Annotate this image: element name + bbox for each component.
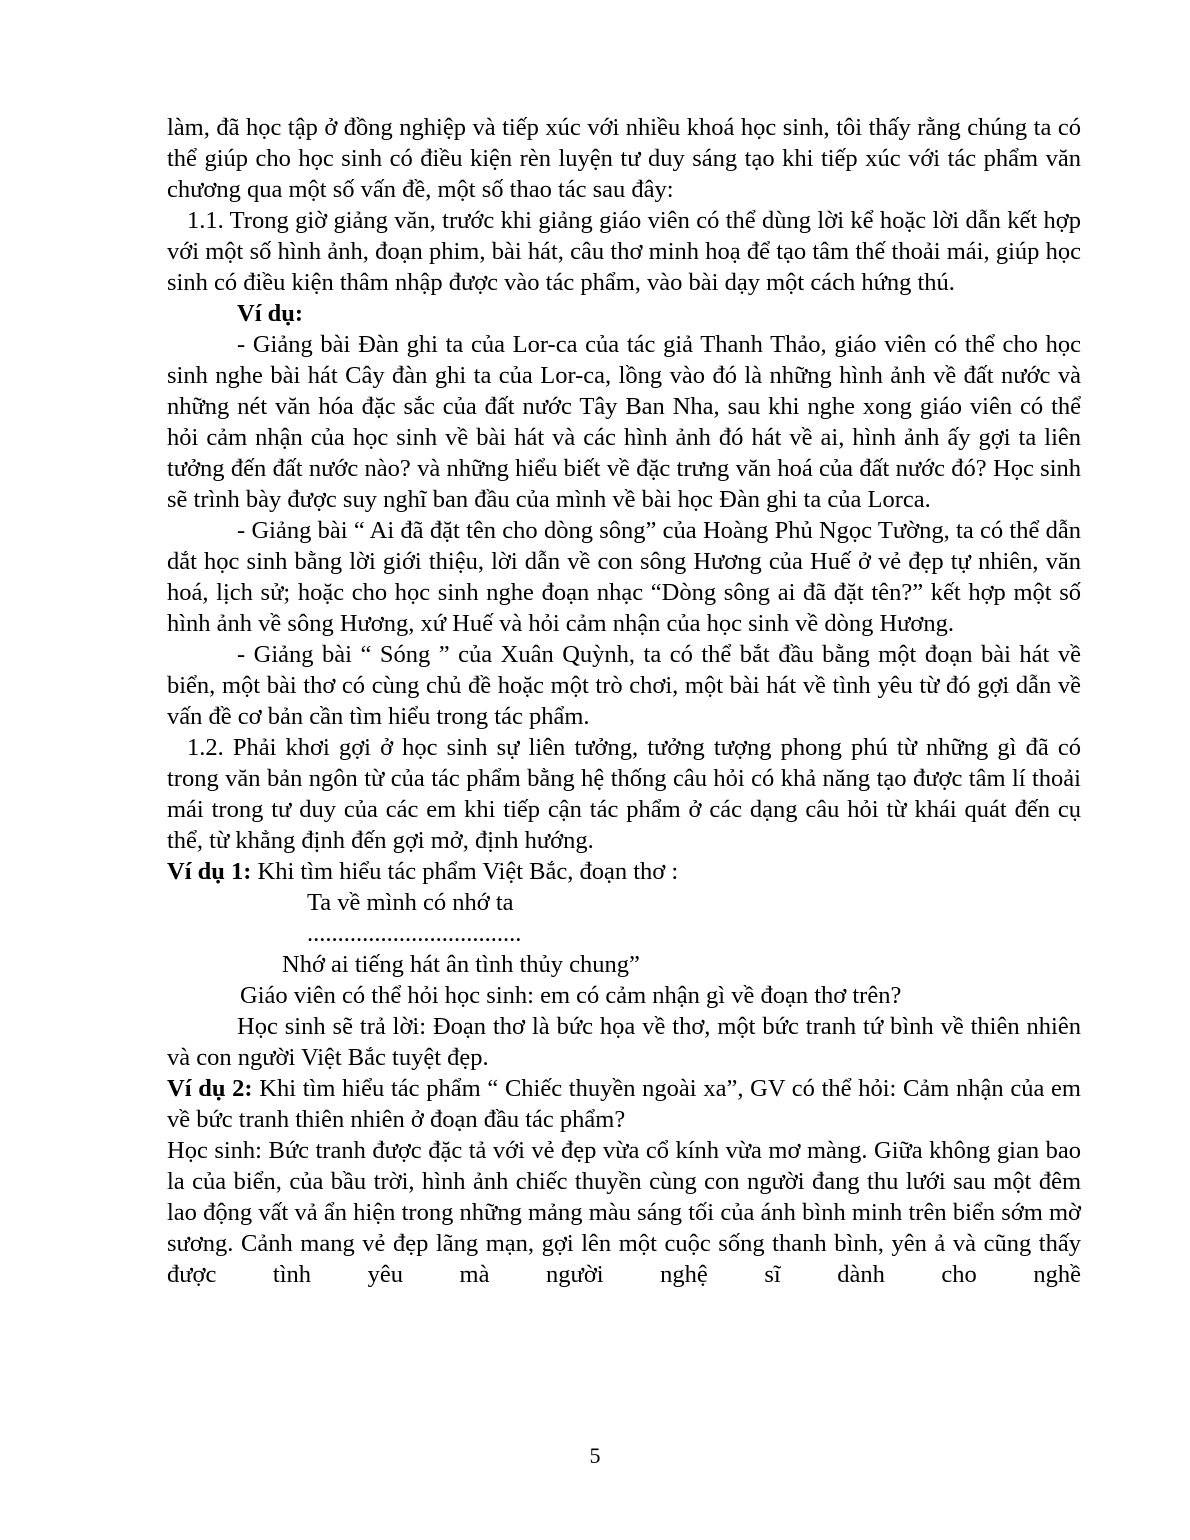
intro-paragraph: làm, đã học tập ở đồng nghiệp và tiếp xúc với nhiều khoá học sinh, tôi thấy rằng chúng ta có thể giúp cho học sinh có điều kiện rèn luyện tư duy sáng tạo khi tiếp xúc với tác phẩm văn chương qua một số vấn đề, một số thao tác sau đây: [167,114,1081,203]
verse-line-1: Ta về mình có nhớ ta [307,889,514,916]
student-answer-1: Học sinh sẽ trả lời: Đoạn thơ là bức họa về thơ, một bức tranh tứ bình về thiên nhiên và con người Việt Bắc tuyệt đẹp. [167,1013,1081,1071]
document-body [167,112,1081,1290]
example-1-text: Khi tìm hiểu tác phẩm Việt Bắc, đoạn thơ : [251,858,679,885]
verse-line-2: ................................... [307,920,522,947]
verse-line-3: Nhớ ai tiếng hát ân tình thủy chung” [282,951,640,978]
example-river: - Giảng bài “ Ai đã đặt tên cho dòng sông” của Hoàng Phủ Ngọc Tường, ta có thể dẫn dắt học sinh bằng lời giới thiệu, lời dẫn về con sông Hương của Huế ở vẻ đẹp tự nhiên, văn hoá, lịch sử; hoặc cho học sinh nghe đoạn nhạc “Dòng sông ai đã đặt tên?” kết hợp một số hình ảnh về sông Hương, xứ Huế và hỏi cảm nhận của học sinh về dòng Hương. [167,517,1081,637]
example-2-text: Khi tìm hiểu tác phẩm “ Chiếc thuyền ngoài xa”, GV có thể hỏi: Cảm nhận của em về bức tranh thiên nhiên ở đoạn đầu tác phẩm? [167,1075,1081,1133]
example-lorca: - Giảng bài Đàn ghi ta của Lor-ca của tác giả Thanh Thảo, giáo viên có thể cho học sinh nghe bài hát Cây đàn ghi ta của Lor-ca, lồng vào đó là những hình ảnh về đất nước và những nét văn hóa đặc sắc của đất nước Tây Ban Nha, sau khi nghe xong giáo viên có thể hỏi cảm nhận của học sinh về bài hát và các hình ảnh đó hát về ai, hình ảnh ấy gợi ta liên tưởng đến đất nước nào? và những hiểu biết về đặc trưng văn hoá của đất nước đó? Học sinh sẽ trình bày được suy nghĩ ban đầu của mình về bài học Đàn ghi ta của Lorca. [167,331,1081,513]
example-2-label: Ví dụ 2: [167,1075,253,1102]
teacher-question-1: Giáo viên có thể hỏi học sinh: em có cảm nhận gì về đoạn thơ trên? [240,982,902,1009]
example-heading: Ví dụ: [237,300,304,327]
section-1-1: 1.1. Trong giờ giảng văn, trước khi giảng giáo viên có thể dùng lời kể hoặc lời dẫn kết hợp với một số hình ảnh, đoạn phim, bài hát, câu thơ minh hoạ để tạo tâm thế thoải mái, giúp học sinh có điều kiện thâm nhập được vào tác phẩm, vào bài dạy một cách hứng thú. [167,207,1081,296]
example-1-line [167,856,1081,887]
example-2-paragraph [167,1073,1081,1135]
page-number: 5 [589,1443,601,1468]
example-song: - Giảng bài “ Sóng ” của Xuân Quỳnh, ta có thể bắt đầu bằng một đoạn bài hát về biển, một bài thơ có cùng chủ đề hoặc một trò chơi, một bài hát về tình yêu từ đó gợi dẫn về vấn đề cơ bản cần tìm hiểu trong tác phẩm. [167,641,1081,730]
example-1-label: Ví dụ 1: [167,858,252,885]
section-1-2: 1.2. Phải khơi gợi ở học sinh sự liên tưởng, tưởng tượng phong phú từ những gì đã có trong văn bản ngôn từ của tác phẩm bằng hệ thống câu hỏi có khả năng tạo được tâm lí thoải mái trong tư duy của các em khi tiếp cận tác phẩm ở các dạng câu hỏi từ khái quát đến cụ thể, từ khẳng định đến gợi mở, định hướng. [167,734,1081,854]
student-answer-2: Học sinh: Bức tranh được đặc tả với vẻ đẹp vừa cổ kính vừa mơ màng. Giữa không gian bao la của biển, của bầu trời, hình ảnh chiếc thuyền cùng con người đang thu lưới sau một đêm lao động vất vả ẩn hiện trong những mảng màu sáng tối của ánh bình minh trên biển sớm mờ sương. Cảnh mang vẻ đẹp lãng mạn, gợi lên một cuộc sống thanh bình, yên ả và cũng thấy được tình yêu mà người nghệ sĩ dành cho nghề [167,1137,1081,1288]
